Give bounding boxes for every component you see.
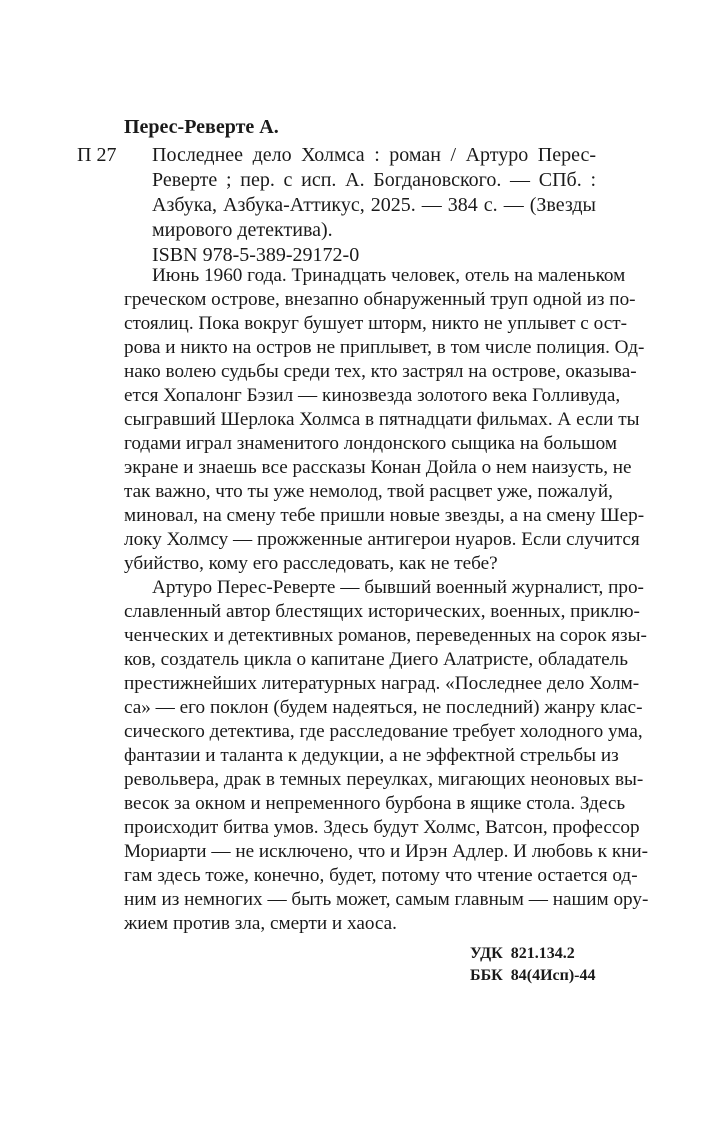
annotation-line: так важно, что ты уже немолод, твой расцвет уже, пожалуй, [124,481,613,502]
author-code: П 27 [77,144,117,166]
annotation-line: стоялиц. Пока вокруг бушует шторм, никто не уплывет с ост- [124,313,627,334]
bio-line: револьвера, драк в темных переулках, мигающих неоновых вы- [124,769,644,790]
title-line: мирового детектива). [152,219,333,241]
bio-line: престижнейших литературных наград. «Последнее дело Холм- [124,673,640,694]
bio-line: Мориарти — не исключено, что и Ирэн Адлер. И любовь к кни- [124,841,649,862]
bio-line: фантазии и таланта к дедукции, а не эффектной стрельбы из [124,745,619,766]
bio-line: са» — его поклон (будем надеяться, не последний) жанру клас- [124,697,643,718]
annotation-line: рова и никто на остров не приплывет, в том числе полиция. Од- [124,337,645,358]
isbn: ISBN 978-5-389-29172-0 [152,244,360,266]
udk-code: УДК 821.134.2 [470,945,575,962]
annotation-line: локу Холмсу — прожженные антигерои нуаров. Если случится [124,529,640,550]
annotation-line: годами играл знаменитого лондонского сыщика на большом [124,433,618,454]
bio-line: жием против зла, смерти и хаоса. [124,913,397,934]
bio-line: весок за окном и непременного бурбона в ящике стола. Здесь [124,793,626,814]
bio-line: ним из немногих — быть может, самым главным — нашим ору- [124,889,649,910]
annotation-line: нако волею судьбы среди тех, кто застрял на острове, оказыва- [124,361,637,382]
bio-line: сического детектива, где расследование требует холодного ума, [124,721,643,742]
annotation-line: греческом острове, внезапно обнаруженный труп одной из по- [124,289,636,310]
title-line: Азбука, Азбука-Аттикус, 2025. — 384 с. — (Звезды [152,194,596,216]
bio-line: гам здесь тоже, конечно, будет, потому что чтение остается од- [124,865,638,886]
annotation-line: экране и знаешь все рассказы Конан Дойла о нем наизусть, не [124,457,632,478]
bio-line: славленный автор блестящих исторических, военных, приклю- [124,601,640,622]
bio-line: ков, создатель цикла о капитане Диего Алатристе, обладатель [124,649,629,670]
annotation-line: ется Хопалонг Бэзил — кинозвезда золотого века Голливуда, [124,385,621,406]
bbk-code: ББК 84(4Исп)-44 [470,967,596,984]
title-line: Реверте ; пер. с исп. А. Богдановского. — СПб. : [152,169,596,191]
annotation-line: миновал, на смену тебе пришли новые звезды, а на смену Шер- [124,505,645,526]
bio-line: происходит битва умов. Здесь будут Холмс, Ватсон, профессор [124,817,640,838]
annotation-line: сыгравший Шерлока Холмса в пятнадцати фильмах. А если ты [124,409,640,430]
bio-line: ченческих и детективных романов, переведенных на сорок язы- [124,625,647,646]
bio-line: Артуро Перес-Реверте — бывший военный журналист, про- [152,577,644,598]
author-heading: Перес-Реверте А. [124,116,279,138]
annotation-line: убийство, кому его расследовать, как не тебе? [124,553,498,574]
annotation-line: Июнь 1960 года. Тринадцать человек, отель на маленьком [152,265,626,286]
title-line: Последнее дело Холмса : роман / Артуро Перес- [152,144,596,166]
